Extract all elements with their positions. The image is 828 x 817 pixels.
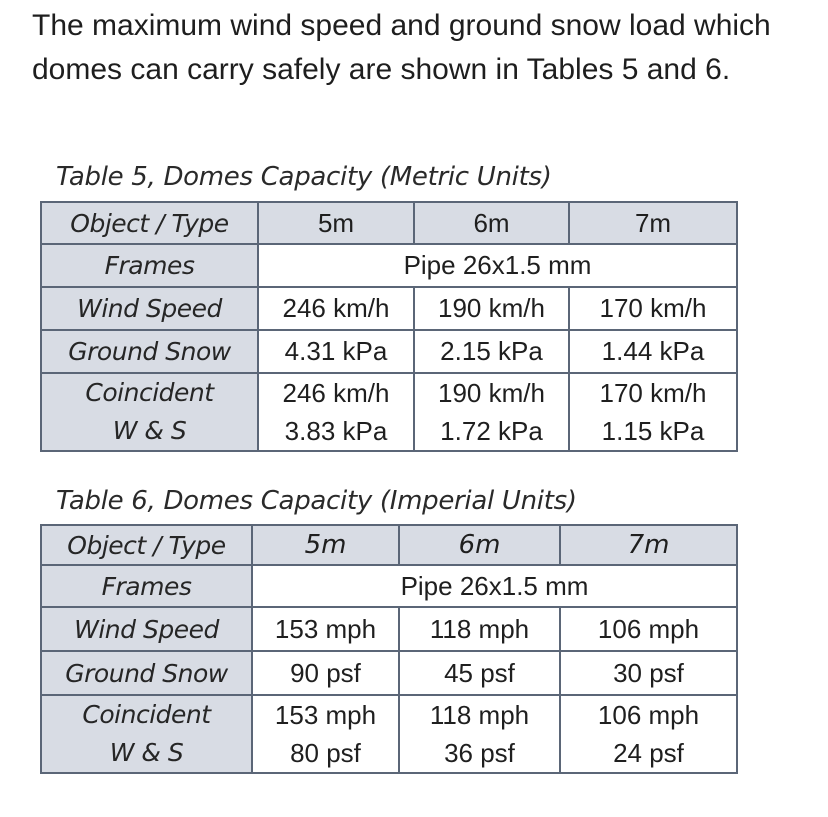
table-row xyxy=(41,373,737,451)
row-label-ground-snow: Ground Snow xyxy=(41,330,258,373)
row-label-coincident xyxy=(41,695,252,773)
table-header-row xyxy=(41,525,737,565)
row-label-ground-snow: Ground Snow xyxy=(41,651,252,695)
header-6m: 6m xyxy=(414,202,569,244)
coincident-snow-7m: 24 psf xyxy=(613,738,684,768)
coincident-wind-6m: 118 mph xyxy=(429,700,530,730)
table6-caption: Table 6, Domes Capacity (Imperial Units) xyxy=(56,486,577,516)
frames-value: Pipe 26x1.5 mm xyxy=(258,244,737,287)
coincident-wind-7m: 106 mph xyxy=(597,700,700,730)
table-row xyxy=(41,287,737,330)
table-row xyxy=(41,565,737,607)
snow-7m: 1.44 kPa xyxy=(569,330,737,373)
coincident-snow-5m: 80 psf xyxy=(290,738,361,768)
table-row xyxy=(41,244,737,287)
table5-metric xyxy=(40,201,738,452)
coincident-label-line1: Coincident xyxy=(85,378,214,407)
row-label-coincident xyxy=(41,373,258,451)
snow-5m: 4.31 kPa xyxy=(258,330,414,373)
wind-5m: 153 mph xyxy=(252,607,399,651)
coincident-7m xyxy=(569,373,737,451)
snow-6m: 2.15 kPa xyxy=(414,330,569,373)
row-label-wind-speed: Wind Speed xyxy=(41,287,258,330)
coincident-wind-5m: 153 mph xyxy=(274,700,377,730)
coincident-7m xyxy=(560,695,737,773)
coincident-5m xyxy=(258,373,414,451)
table-row xyxy=(41,695,737,773)
coincident-wind-7m: 170 km/h xyxy=(599,378,707,408)
coincident-snow-6m: 1.72 kPa xyxy=(440,416,543,446)
intro-paragraph: The maximum wind speed and ground snow load which domes can carry safely are shown in Tables 5 and 6. xyxy=(32,9,771,86)
header-7m: 7m xyxy=(569,202,737,244)
header-5m: 5m xyxy=(252,525,399,565)
coincident-snow-6m: 36 psf xyxy=(444,738,515,768)
coincident-label-line2: W & S xyxy=(109,738,184,767)
header-6m: 6m xyxy=(399,525,560,565)
coincident-6m xyxy=(414,373,569,451)
wind-5m: 246 km/h xyxy=(258,287,414,330)
wind-6m: 118 mph xyxy=(399,607,560,651)
table-row xyxy=(41,651,737,695)
coincident-wind-6m: 190 km/h xyxy=(438,378,545,408)
snow-5m: 90 psf xyxy=(252,651,399,695)
wind-6m: 190 km/h xyxy=(414,287,569,330)
coincident-5m xyxy=(252,695,399,773)
coincident-wind-5m: 246 km/h xyxy=(282,378,390,408)
snow-6m: 45 psf xyxy=(399,651,560,695)
coincident-label-line2: W & S xyxy=(112,416,187,445)
wind-7m: 106 mph xyxy=(560,607,737,651)
snow-7m: 30 psf xyxy=(560,651,737,695)
coincident-6m xyxy=(399,695,560,773)
frames-value: Pipe 26x1.5 mm xyxy=(252,565,737,607)
row-label-frames: Frames xyxy=(41,244,258,287)
row-label-frames: Frames xyxy=(41,565,252,607)
wind-7m: 170 km/h xyxy=(569,287,737,330)
header-object-type: Object / Type xyxy=(41,525,252,565)
coincident-label-line1: Coincident xyxy=(82,700,211,729)
header-7m: 7m xyxy=(560,525,737,565)
coincident-snow-7m: 1.15 kPa xyxy=(601,416,705,446)
table-header-row xyxy=(41,202,737,244)
table-row xyxy=(41,330,737,373)
header-object-type: Object / Type xyxy=(41,202,258,244)
table5-caption: Table 5, Domes Capacity (Metric Units) xyxy=(56,162,552,192)
header-5m: 5m xyxy=(258,202,414,244)
row-label-wind-speed: Wind Speed xyxy=(41,607,252,651)
table6-imperial xyxy=(40,524,738,774)
table-row xyxy=(41,607,737,651)
coincident-snow-5m: 3.83 kPa xyxy=(284,416,388,446)
